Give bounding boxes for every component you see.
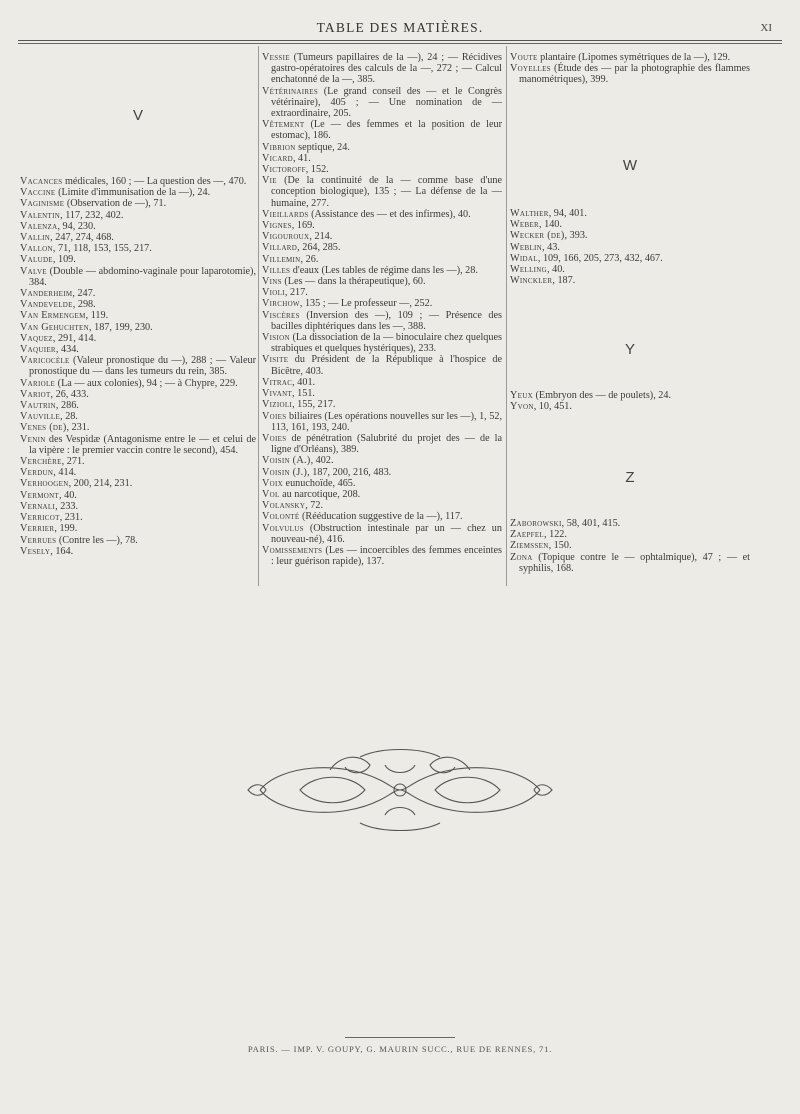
index-entry: [262, 119, 502, 141]
index-entry: [262, 467, 502, 478]
entry-references: , 94, 230.: [57, 220, 96, 232]
entry-references: , 200, 214, 231.: [68, 478, 133, 490]
index-entry: [262, 220, 502, 231]
entry-name: Valenza: [20, 220, 58, 232]
index-entry: [262, 52, 502, 86]
entry-references: , 122.: [544, 529, 567, 541]
index-entry: [20, 322, 256, 333]
entry-references: (Tumeurs papillaires de la —), 24 ; — Récidives gastro-opératoires des calculs de la —, 272 ; — Calcul enchatonné de la —, 385.: [271, 52, 502, 86]
footer-rule: [345, 1037, 455, 1038]
entry-references: , 155, 217.: [292, 399, 336, 411]
entry-references: , 169.: [291, 220, 315, 232]
entry-references: , 264, 285.: [297, 242, 341, 254]
entry-name: Wecker (de): [510, 230, 565, 242]
entry-name: Voisin (A.): [262, 455, 311, 467]
index-entry: [20, 512, 256, 523]
entry-name: Van Gehuchten: [20, 321, 89, 333]
entry-name: Virchow: [262, 298, 300, 310]
entry-name: Volvulus: [262, 522, 304, 534]
index-entry: [262, 523, 502, 545]
index-entry: [20, 456, 256, 467]
index-entry: [20, 389, 256, 400]
index-entry: [262, 433, 502, 455]
entry-name: Vauville: [20, 411, 61, 423]
entry-name: Yeux: [510, 390, 533, 401]
entry-name: Zaepfel: [510, 529, 544, 541]
entry-name: Voyelles: [510, 63, 551, 75]
entry-references: , 401.: [292, 376, 316, 388]
entry-references: , 119.: [85, 310, 109, 322]
entry-name: Vitrac: [262, 376, 293, 388]
entry-name: Varicocèle: [20, 355, 70, 367]
index-list-z: [510, 518, 750, 574]
entry-name: Voies: [262, 410, 287, 422]
entry-references: , 94, 401.: [548, 208, 587, 219]
entry-name: Vessie: [262, 52, 290, 63]
entry-name: Vallin: [20, 232, 51, 244]
index-entry: [262, 411, 502, 433]
entry-name: Weblin: [510, 241, 543, 253]
section-letter-z: Z: [625, 469, 635, 486]
entry-name: Voisin (J.): [262, 466, 308, 478]
index-entry: [262, 455, 502, 466]
index-entry: [20, 187, 256, 198]
index-entry: [510, 401, 750, 412]
index-entry: [262, 377, 502, 388]
entry-references: , 199.: [54, 523, 78, 535]
entry-references: , 393.: [564, 230, 588, 242]
entry-name: Visite: [262, 354, 289, 366]
entry-name: Villemin: [262, 253, 301, 265]
index-entry: [510, 518, 750, 529]
index-entry: [20, 467, 256, 478]
entry-name: Vizioli: [262, 399, 293, 411]
entry-name: Vaquez: [20, 332, 53, 344]
entry-name: Vêtement: [262, 119, 305, 131]
entry-references: (Rééducation suggestive de la —), 117.: [299, 511, 463, 523]
entry-references: (Obstruction intestinale par un — chez un nouveau-né), 416.: [271, 522, 502, 545]
entry-references: (La dissociation de la — binoculaire chez quelques strabiques et quelques hystériques), 233.: [271, 332, 502, 355]
entry-name: Vignes: [262, 220, 292, 232]
index-entry: [262, 310, 502, 332]
index-entry: [262, 388, 502, 399]
index-entry: [262, 332, 502, 354]
entry-name: Vandevelde: [20, 299, 73, 311]
entry-references: , 109, 166, 205, 273, 432, 467.: [537, 252, 663, 264]
index-entry: [262, 175, 502, 209]
entry-references: , 40.: [59, 489, 77, 501]
index-entry: [20, 501, 256, 512]
entry-references: , 43.: [542, 241, 560, 253]
header-rule: [18, 40, 782, 44]
index-entry: [20, 254, 256, 265]
index-entry: [262, 489, 502, 500]
index-entry: [20, 344, 256, 355]
entry-references: de pénétration (Salubrité du projet des — de la ligne d'Orléans), 389.: [271, 432, 502, 456]
index-entry: [20, 546, 256, 557]
index-entry: [262, 231, 502, 242]
index-entry: [20, 310, 256, 321]
entry-references: (Observation de —), 71.: [64, 198, 167, 210]
index-entry: [262, 478, 502, 489]
index-entry: [262, 500, 502, 511]
entry-name: Verdun: [20, 467, 54, 479]
entry-name: Verhoogen: [20, 478, 69, 490]
index-entry: [20, 221, 256, 232]
index-entry: [262, 209, 502, 220]
entry-references: (La — aux colonies), 94 ; — à Chypre, 229.: [55, 377, 238, 389]
index-entry: [20, 490, 256, 501]
entry-references: , 291, 414.: [52, 332, 97, 344]
entry-references: , 233.: [55, 500, 79, 512]
entry-references: (Topique contre le — ophtalmique), 47 ; — et syphilis, 168.: [519, 551, 750, 574]
entry-references: , 140.: [539, 219, 562, 231]
entry-name: Valude: [20, 254, 53, 266]
entry-references: (Inversion des —), 109 ; — Présence des bacilles diphtériques dans les —, 388.: [271, 309, 502, 332]
entry-name: Vibrion: [262, 141, 296, 153]
index-entry: [262, 242, 502, 253]
entry-references: (Valeur pronostique du —), 288 ; — Valeur pronostique du — dans les tumeurs du rein, 385.: [29, 355, 256, 378]
index-list-v-continued: [262, 52, 502, 567]
entry-name: Valve: [20, 265, 47, 277]
entry-name: Viscères: [262, 309, 300, 321]
entry-references: (Étude des — par la photographie des flammes manométriques), 399.: [519, 63, 750, 86]
entry-references: (De la continuité de la — comme base d'une conception biologique), 135 ; — La défense de la — humaine, 277.: [271, 175, 502, 209]
entry-references: plantaire (Lipomes symétriques de la —), 129.: [537, 52, 731, 63]
index-entry: [262, 399, 502, 410]
entry-name: Vaquier: [20, 344, 56, 356]
entry-references: septique, 24.: [295, 141, 350, 153]
entry-references: , 187.: [552, 275, 576, 287]
index-entry: [20, 355, 256, 377]
entry-references: (Double — abdomino-vaginale pour laparotomie), 384.: [29, 265, 256, 288]
index-entry: [20, 198, 256, 209]
entry-name: Walther: [510, 208, 549, 219]
entry-references: d'eaux (Les tables de régime dans les —), 28.: [290, 264, 478, 276]
entry-references: , 231.: [66, 422, 90, 434]
index-entry: [510, 540, 750, 551]
index-list-v: [20, 176, 256, 557]
entry-name: Vautrin: [20, 400, 56, 412]
index-entry: [262, 545, 502, 567]
index-list-w: [510, 208, 750, 286]
section-letter-y: Y: [624, 341, 635, 358]
decorative-flourish-ornament: [240, 745, 560, 835]
index-entry: [510, 63, 750, 85]
entry-references: , 41.: [292, 152, 311, 164]
entry-references: biliaires (Les opérations nouvelles sur les —), 1, 52, 113, 161, 193, 240.: [271, 410, 503, 433]
entry-name: Victoroff: [262, 164, 306, 176]
entry-references: , 10, 451.: [533, 401, 572, 413]
index-entry: [20, 299, 256, 310]
column-separator: [506, 46, 507, 586]
entry-name: Vesely: [20, 545, 51, 557]
entry-name: Voute: [510, 52, 538, 63]
entry-references: , 135 ; — Le professeur —, 252.: [299, 298, 433, 310]
entry-name: Vernali: [20, 500, 56, 512]
entry-references: eunuchoïde, 465.: [283, 477, 356, 489]
entry-references: , 164.: [50, 545, 74, 557]
entry-name: Variole: [20, 377, 56, 389]
index-entry: [510, 275, 750, 286]
entry-references: (Le — des femmes et la position de leur estomac), 186.: [271, 119, 502, 142]
entry-name: Vaginisme: [20, 198, 65, 210]
entry-name: Yvon: [510, 401, 534, 413]
entry-references: , 150.: [548, 540, 572, 552]
entry-references: , 40.: [547, 264, 565, 276]
index-entry: [510, 219, 750, 230]
entry-name: Vol: [262, 488, 280, 500]
index-entry: [262, 153, 502, 164]
index-list-v-end: [510, 52, 750, 86]
entry-references: (Les — dans la thérapeutique), 60.: [281, 276, 426, 288]
entry-references: , 271.: [61, 456, 85, 468]
entry-references: , 26, 433.: [50, 388, 89, 400]
entry-name: Vanderheim: [20, 288, 73, 300]
section-letter-v: V: [132, 107, 143, 124]
index-entry: [262, 276, 502, 287]
index-entry: [262, 265, 502, 276]
page-number: XI: [760, 22, 772, 34]
entry-name: Vacances: [20, 176, 63, 187]
entry-name: Verricot: [20, 512, 60, 524]
index-entry: [20, 478, 256, 489]
entry-name: Weber: [510, 219, 540, 231]
entry-name: Vision: [262, 332, 290, 344]
entry-name: Winckler: [510, 275, 553, 287]
index-entry: [510, 52, 750, 63]
index-entry: [510, 242, 750, 253]
entry-references: , 247.: [72, 288, 96, 300]
index-entry: [20, 210, 256, 221]
entry-references: , 187, 200, 216, 483.: [307, 466, 392, 478]
entry-references: (Le grand conseil des — et le Congrès vétérinaire), 405 ; — Une nomination de — extraordinaire, 205.: [271, 85, 502, 120]
entry-name: Voix: [262, 477, 283, 489]
section-letter-w: W: [622, 157, 638, 174]
entry-name: Verrier: [20, 523, 55, 535]
entry-references: , 187, 199, 230.: [89, 321, 153, 333]
entry-name: Vins: [262, 276, 282, 288]
entry-name: Vétérinaires: [262, 85, 319, 97]
index-entry: [20, 411, 256, 422]
entry-name: Voies: [262, 432, 287, 444]
entry-name: Venin: [20, 433, 46, 445]
column-separator: [258, 46, 259, 586]
entry-references: , 26.: [300, 253, 319, 265]
entry-references: , 151.: [292, 388, 315, 400]
entry-name: Verrues: [20, 534, 57, 546]
entry-references: (Contre les —), 78.: [56, 534, 138, 546]
index-entry: [262, 354, 502, 376]
entry-name: Vieillards: [262, 208, 309, 220]
entry-name: Zona: [510, 551, 533, 563]
entry-references: , 109.: [52, 254, 76, 266]
entry-references: , 434.: [55, 344, 79, 356]
entry-references: (Limite d'immunisation de la —), 24.: [55, 187, 211, 199]
entry-name: Volansky: [262, 500, 306, 512]
entry-name: Vigouroux: [262, 231, 310, 243]
entry-references: (Embryon des — de poulets), 24.: [532, 390, 672, 401]
index-entry: [20, 400, 256, 411]
entry-name: Vermont: [20, 489, 60, 501]
entry-references: au narcotique, 208.: [279, 488, 361, 500]
entry-references: , 286.: [55, 400, 79, 412]
entry-references: , 71, 118, 153, 155, 217.: [52, 243, 152, 255]
entry-name: Verchère: [20, 456, 62, 468]
index-entry: [262, 86, 502, 120]
entry-references: , 214.: [309, 231, 333, 243]
entry-references: , 414.: [53, 467, 77, 479]
printer-imprint: PARIS. — IMP. V. GOUPY, G. MAURIN SUCC., RUE DE RENNES, 71.: [247, 1044, 553, 1054]
entry-references: , 402.: [310, 455, 334, 467]
entry-name: Villes: [262, 264, 291, 276]
index-entry: [510, 529, 750, 540]
index-entry: [20, 333, 256, 344]
entry-references: , 231.: [59, 512, 83, 524]
index-entry: [510, 552, 750, 574]
entry-name: Van Ermengem: [20, 310, 86, 322]
entry-references: , 247, 274, 468.: [50, 232, 114, 244]
index-entry: [20, 232, 256, 243]
entry-name: Violi: [262, 287, 285, 299]
entry-name: Volonté: [262, 511, 300, 523]
index-list-y: [510, 390, 750, 412]
index-entry: [510, 230, 750, 241]
entry-references: , 28.: [60, 411, 78, 423]
index-entry: [20, 288, 256, 299]
index-entry: [262, 287, 502, 298]
index-entry: [262, 142, 502, 153]
entry-name: Vomissements: [262, 544, 323, 556]
entry-references: , 298.: [72, 299, 96, 311]
page-title: TABLE DES MATIÈRES.: [316, 20, 484, 35]
index-entry: [262, 254, 502, 265]
index-entry: [510, 208, 750, 219]
entry-references: (Les — incoercibles des femmes enceintes : leur guérison rapide), 137.: [271, 544, 502, 568]
index-entry: [510, 390, 750, 401]
entry-references: , 217.: [284, 287, 308, 299]
entry-name: Vicard: [262, 152, 293, 164]
entry-name: Vallon: [20, 243, 53, 255]
entry-name: Venes (de): [20, 422, 67, 434]
entry-name: Widal: [510, 252, 538, 264]
index-entry: [510, 253, 750, 264]
index-entry: [262, 298, 502, 309]
index-entry: [20, 243, 256, 254]
entry-name: Welling: [510, 264, 547, 276]
index-entry: [20, 266, 256, 288]
entry-name: Valentin: [20, 209, 61, 221]
entry-references: , 58, 401, 415.: [561, 518, 621, 529]
entry-references: , 117, 232, 402.: [60, 209, 124, 221]
entry-name: Villard: [262, 242, 298, 254]
index-entry: [262, 511, 502, 522]
entry-references: médicales, 160 ; — La question des —, 470.: [62, 176, 247, 187]
entry-references: (Assistance des — et des infirmes), 40.: [308, 208, 471, 220]
entry-name: Zaborowski: [510, 518, 562, 529]
entry-references: du Président de la République à l'hospice de Bicêtre, 403.: [271, 354, 502, 377]
index-entry: [510, 264, 750, 275]
index-entry: [20, 434, 256, 456]
entry-name: Variot: [20, 388, 51, 400]
index-entry: [20, 422, 256, 433]
index-entry: [20, 378, 256, 389]
index-entry: [20, 176, 256, 187]
index-entry: [20, 535, 256, 546]
entry-name: Ziemssen: [510, 540, 549, 552]
index-entry: [20, 523, 256, 534]
entry-references: , 72.: [305, 500, 324, 512]
entry-name: Vie: [262, 175, 277, 187]
entry-name: Vivant: [262, 388, 293, 400]
entry-name: Vaccine: [20, 187, 56, 199]
entry-references: , 152.: [305, 164, 329, 176]
entry-references: des Vespidæ (Antagonisme entre le — et celui de la vipère : le premier vaccin contre le second), 454.: [29, 433, 256, 456]
index-entry: [262, 164, 502, 175]
